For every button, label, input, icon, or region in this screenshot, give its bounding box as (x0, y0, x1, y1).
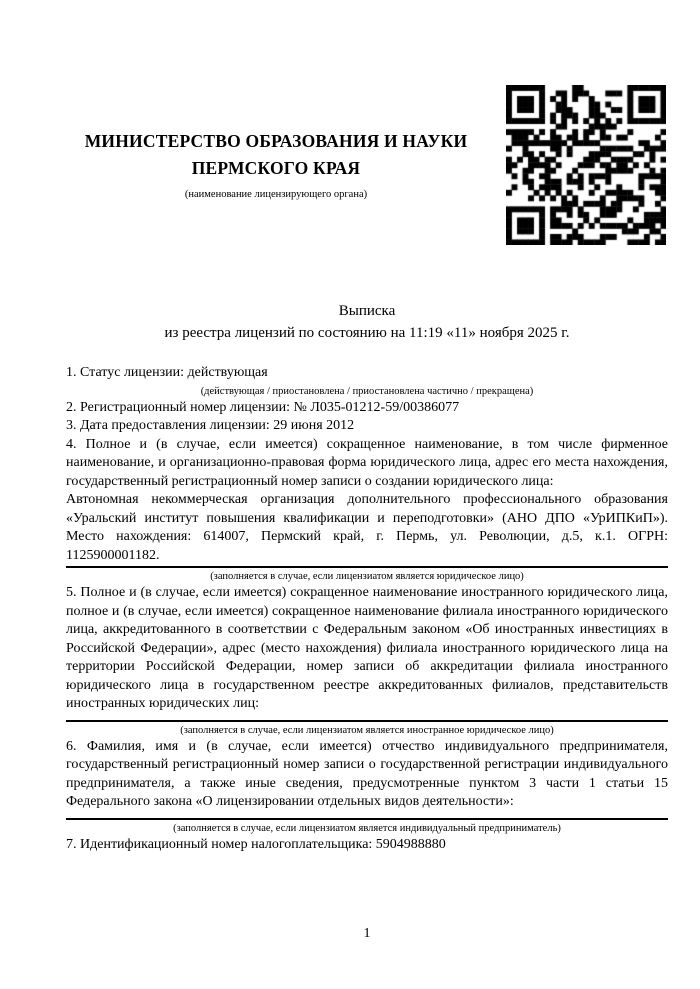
document-title-line2: из реестра лицензий по состоянию на 11:19 «11» ноября 2025 г. (164, 325, 570, 341)
item-2-registration-number: 2. Регистрационный номер лицензии: № Л035-01212-59/00386077 (66, 399, 460, 415)
document-title-line1: Выписка (338, 303, 396, 319)
licensing-authority-caption: (наименование лицензирующего органа) (184, 189, 368, 200)
ministry-header (64, 128, 488, 202)
item-5-foreign-entity-label: 5. Полное и (в случае, если имеется) сокращенное наименование иностранного юридического лица, полное и (в случае, если имеется) сокращенное наименование филиала иностранного юридического лица, аккредитованного в соответствии с Федеральным законом «Об иностранных инвестициях в Российской Федерации», адрес (место нахождения) филиала иностранного юридического лица на территории Российской Федерации, номер записи об аккредитации филиала иностранного юридического лица в государственном реестре аккредитованных филиалов, представительств иностранных юридических лиц: (66, 585, 668, 711)
item-6-entrepreneur-label: 6. Фамилия, имя и (в случае, если имеется) отчество индивидуального предпринимателя, государственный регистрационный номер записи о государственной регистрации индивидуального предпринимателя, а также иные сведения, предусмотренные пунктом 3 части 1 статьи 15 Федерального закона «О лицензировании отдельных видов деятельности»: (66, 738, 668, 809)
page-number: 1 (363, 926, 371, 941)
item-7-taxpayer-id: 7. Идентификационный номер налогоплательщика: 5904988880 (66, 836, 446, 852)
document-body (66, 364, 668, 854)
item-1-status-options-caption: (действующая / приостановлена / приостановлена частично / прекращена) (200, 385, 534, 397)
ministry-name-line2: ПЕРМСКОГО КРАЯ (191, 158, 361, 178)
item-5-caption: (заполняется в случае, если лицензиатом является иностранное юридическое лицо) (180, 724, 554, 736)
ministry-name-line1: МИНИСТЕРСТВО ОБРАЗОВАНИЯ И НАУКИ (84, 131, 468, 151)
item-4-caption: (заполняется в случае, если лицензиатом является юридическое лицо) (210, 571, 524, 582)
qr-code-icon (506, 85, 666, 245)
item-4-legal-entity-value: Автономная некоммерческая организация дополнительного профессионального образования «Уральский институт повышения квалификации и переподготовки» (АНО ДПО «УрИПКиП»). Место нахождения: 614007, Пермский край, г. Пермь, ул. Революции, д.5, к.1. ОГРН: 1125900001182. (66, 492, 668, 563)
fill-in-line-entrepreneur (66, 818, 668, 820)
item-6-caption: (заполняется в случае, если лицензиатом является индивидуальный предприниматель) (173, 822, 561, 834)
document-title (66, 300, 668, 344)
fill-in-line-legal-entity (66, 566, 668, 568)
item-1-license-status: 1. Статус лицензии: действующая (66, 365, 268, 380)
item-4-legal-entity-label: 4. Полное и (в случае, если имеется) сокращенное наименование, в том числе фирменное наименование, и организационно-правовая форма юридического лица, адрес его места нахождения, государственный регистрационный номер записи о создании юридического лица: (66, 436, 668, 489)
item-3-grant-date: 3. Дата предоставления лицензии: 29 июня 2012 (66, 418, 355, 433)
fill-in-line-foreign-entity (66, 720, 668, 722)
